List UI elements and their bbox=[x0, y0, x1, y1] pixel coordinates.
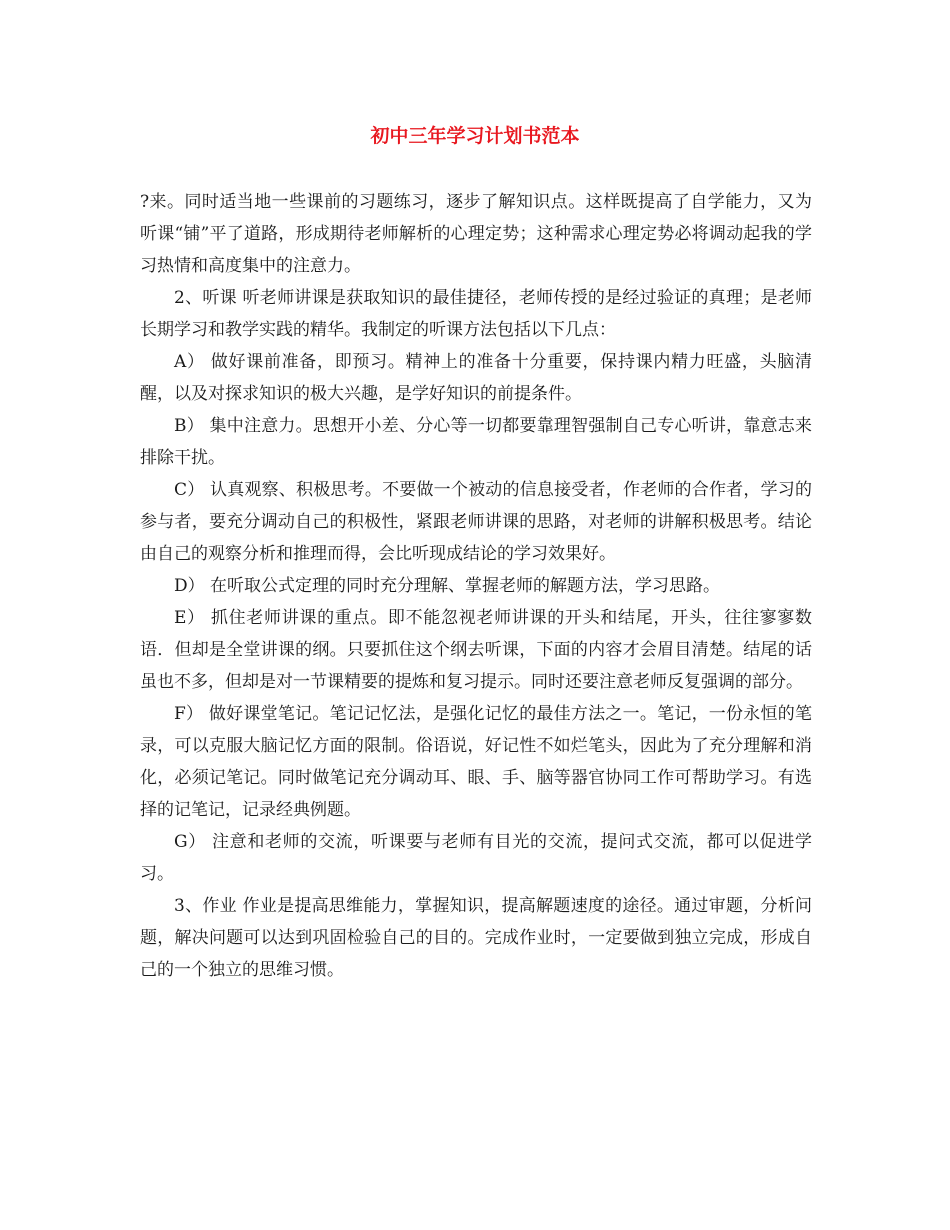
paragraph-9: 3、作业 作业是提高思维能力，掌握知识，提高解题速度的途径。通过审题，分析问题，解决问题可以达到巩固检验自己的目的。完成作业时，一定要做到独立完成，形成自己的一个独立的思维习惯。 bbox=[140, 896, 812, 980]
document-body bbox=[140, 186, 812, 986]
paragraph-8: G） 注意和老师的交流，听课要与老师有目光的交流，提问式交流，都可以促进学习。 bbox=[140, 832, 812, 884]
paragraph-6: E） 抓住老师讲课的重点。即不能忽视老师讲课的开头和结尾，开头，往往寥寥数语．但却是全堂讲课的纲。只要抓住这个纲去听课，下面的内容才会眉目清楚。结尾的话虽也不多，但却是对一节课精要的提炼和复习提示。同时还要注意老师反复强调的部分。 bbox=[140, 608, 812, 692]
paragraph-5: D） 在听取公式定理的同时充分理解、掌握老师的解题方法，学习思路。 bbox=[174, 576, 721, 596]
paragraph-0: ?来。同时适当地一些课前的习题练习，逐步了解知识点。这样既提高了自学能力，又为听课“铺”平了道路，形成期待老师解析的心理定势；这种需求心理定势必将调动起我的学习热情和高度集中的注意力。 bbox=[140, 192, 812, 276]
paragraph-3: B） 集中注意力。思想开小差、分心等一切都要靠理智强制自己专心听讲，靠意志来排除干扰。 bbox=[140, 416, 812, 468]
paragraph-4: C） 认真观察、积极思考。不要做一个被动的信息接受者，作老师的合作者，学习的参与者，要充分调动自己的积极性，紧跟老师讲课的思路，对老师的讲解积极思考。结论由自己的观察分析和推理而得，会比听现成结论的学习效果好。 bbox=[140, 480, 812, 564]
document-title: 初中三年学习计划书范本 bbox=[370, 125, 580, 147]
paragraph-7: F） 做好课堂笔记。笔记记忆法，是强化记忆的最佳方法之一。笔记，一份永恒的笔录，可以克服大脑记忆方面的限制。俗语说，好记性不如烂笔头，因此为了充分理解和消化，必须记笔记。同时做笔记充分调动耳、眼、手、脑等器官协同工作可帮助学习。有选择的记笔记，记录经典例题。 bbox=[140, 704, 812, 820]
paragraph-2: A） 做好课前准备，即预习。精神上的准备十分重要，保持课内精力旺盛，头脑清醒，以及对探求知识的极大兴趣，是学好知识的前提条件。 bbox=[140, 352, 812, 404]
paragraph-1: 2、听课 听老师讲课是获取知识的最佳捷径，老师传授的是经过验证的真理；是老师长期学习和教学实践的精华。我制定的听课方法包括以下几点： bbox=[140, 288, 812, 340]
